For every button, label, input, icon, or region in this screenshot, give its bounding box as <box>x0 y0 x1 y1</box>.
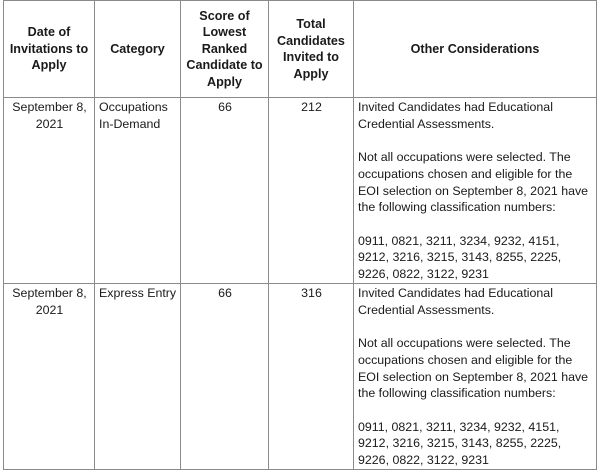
note-occupations: Not all occupations were selected. The occupations chosen and eligible for the EOI selection on September 8, 2021 have the following classification numbers: <box>358 150 589 215</box>
table-row <box>4 98 597 284</box>
table-header-row <box>4 1 597 98</box>
cell-total: 212 <box>269 98 354 284</box>
header-score: Score of Lowest Ranked Candidate to Apply <box>181 1 269 98</box>
cell-category: Express Entry <box>95 284 181 470</box>
header-category: Category <box>95 1 181 98</box>
cell-score: 66 <box>181 284 269 470</box>
note-codes: 0911, 0821, 3211, 3234, 9232, 4151, 9212, 3216, 3215, 3143, 8255, 2225, 9226, 0822, 3122, 9231 <box>358 419 562 467</box>
eoi-draw-table <box>3 0 597 470</box>
table-row <box>4 284 597 470</box>
cell-category: Occupations In-Demand <box>95 98 181 284</box>
note-occupations: Not all occupations were selected. The occupations chosen and eligible for the EOI selection on September 8, 2021 have the following classification numbers: <box>358 336 589 401</box>
cell-date: September 8, 2021 <box>4 98 95 284</box>
note-eca: Invited Candidates had Educational Credential Assessments. <box>358 286 553 317</box>
cell-total: 316 <box>269 284 354 470</box>
cell-score: 66 <box>181 98 269 284</box>
header-total: Total Candidates Invited to Apply <box>269 1 354 98</box>
cell-notes <box>354 98 597 284</box>
note-eca: Invited Candidates had Educational Credential Assessments. <box>358 100 553 131</box>
note-codes: 0911, 0821, 3211, 3234, 9232, 4151, 9212, 3216, 3215, 3143, 8255, 2225, 9226, 0822, 3122, 9231 <box>358 233 562 281</box>
cell-notes <box>354 284 597 470</box>
cell-date: September 8, 2021 <box>4 284 95 470</box>
header-date: Date of Invitations to Apply <box>4 1 95 98</box>
header-notes: Other Considerations <box>354 1 597 98</box>
